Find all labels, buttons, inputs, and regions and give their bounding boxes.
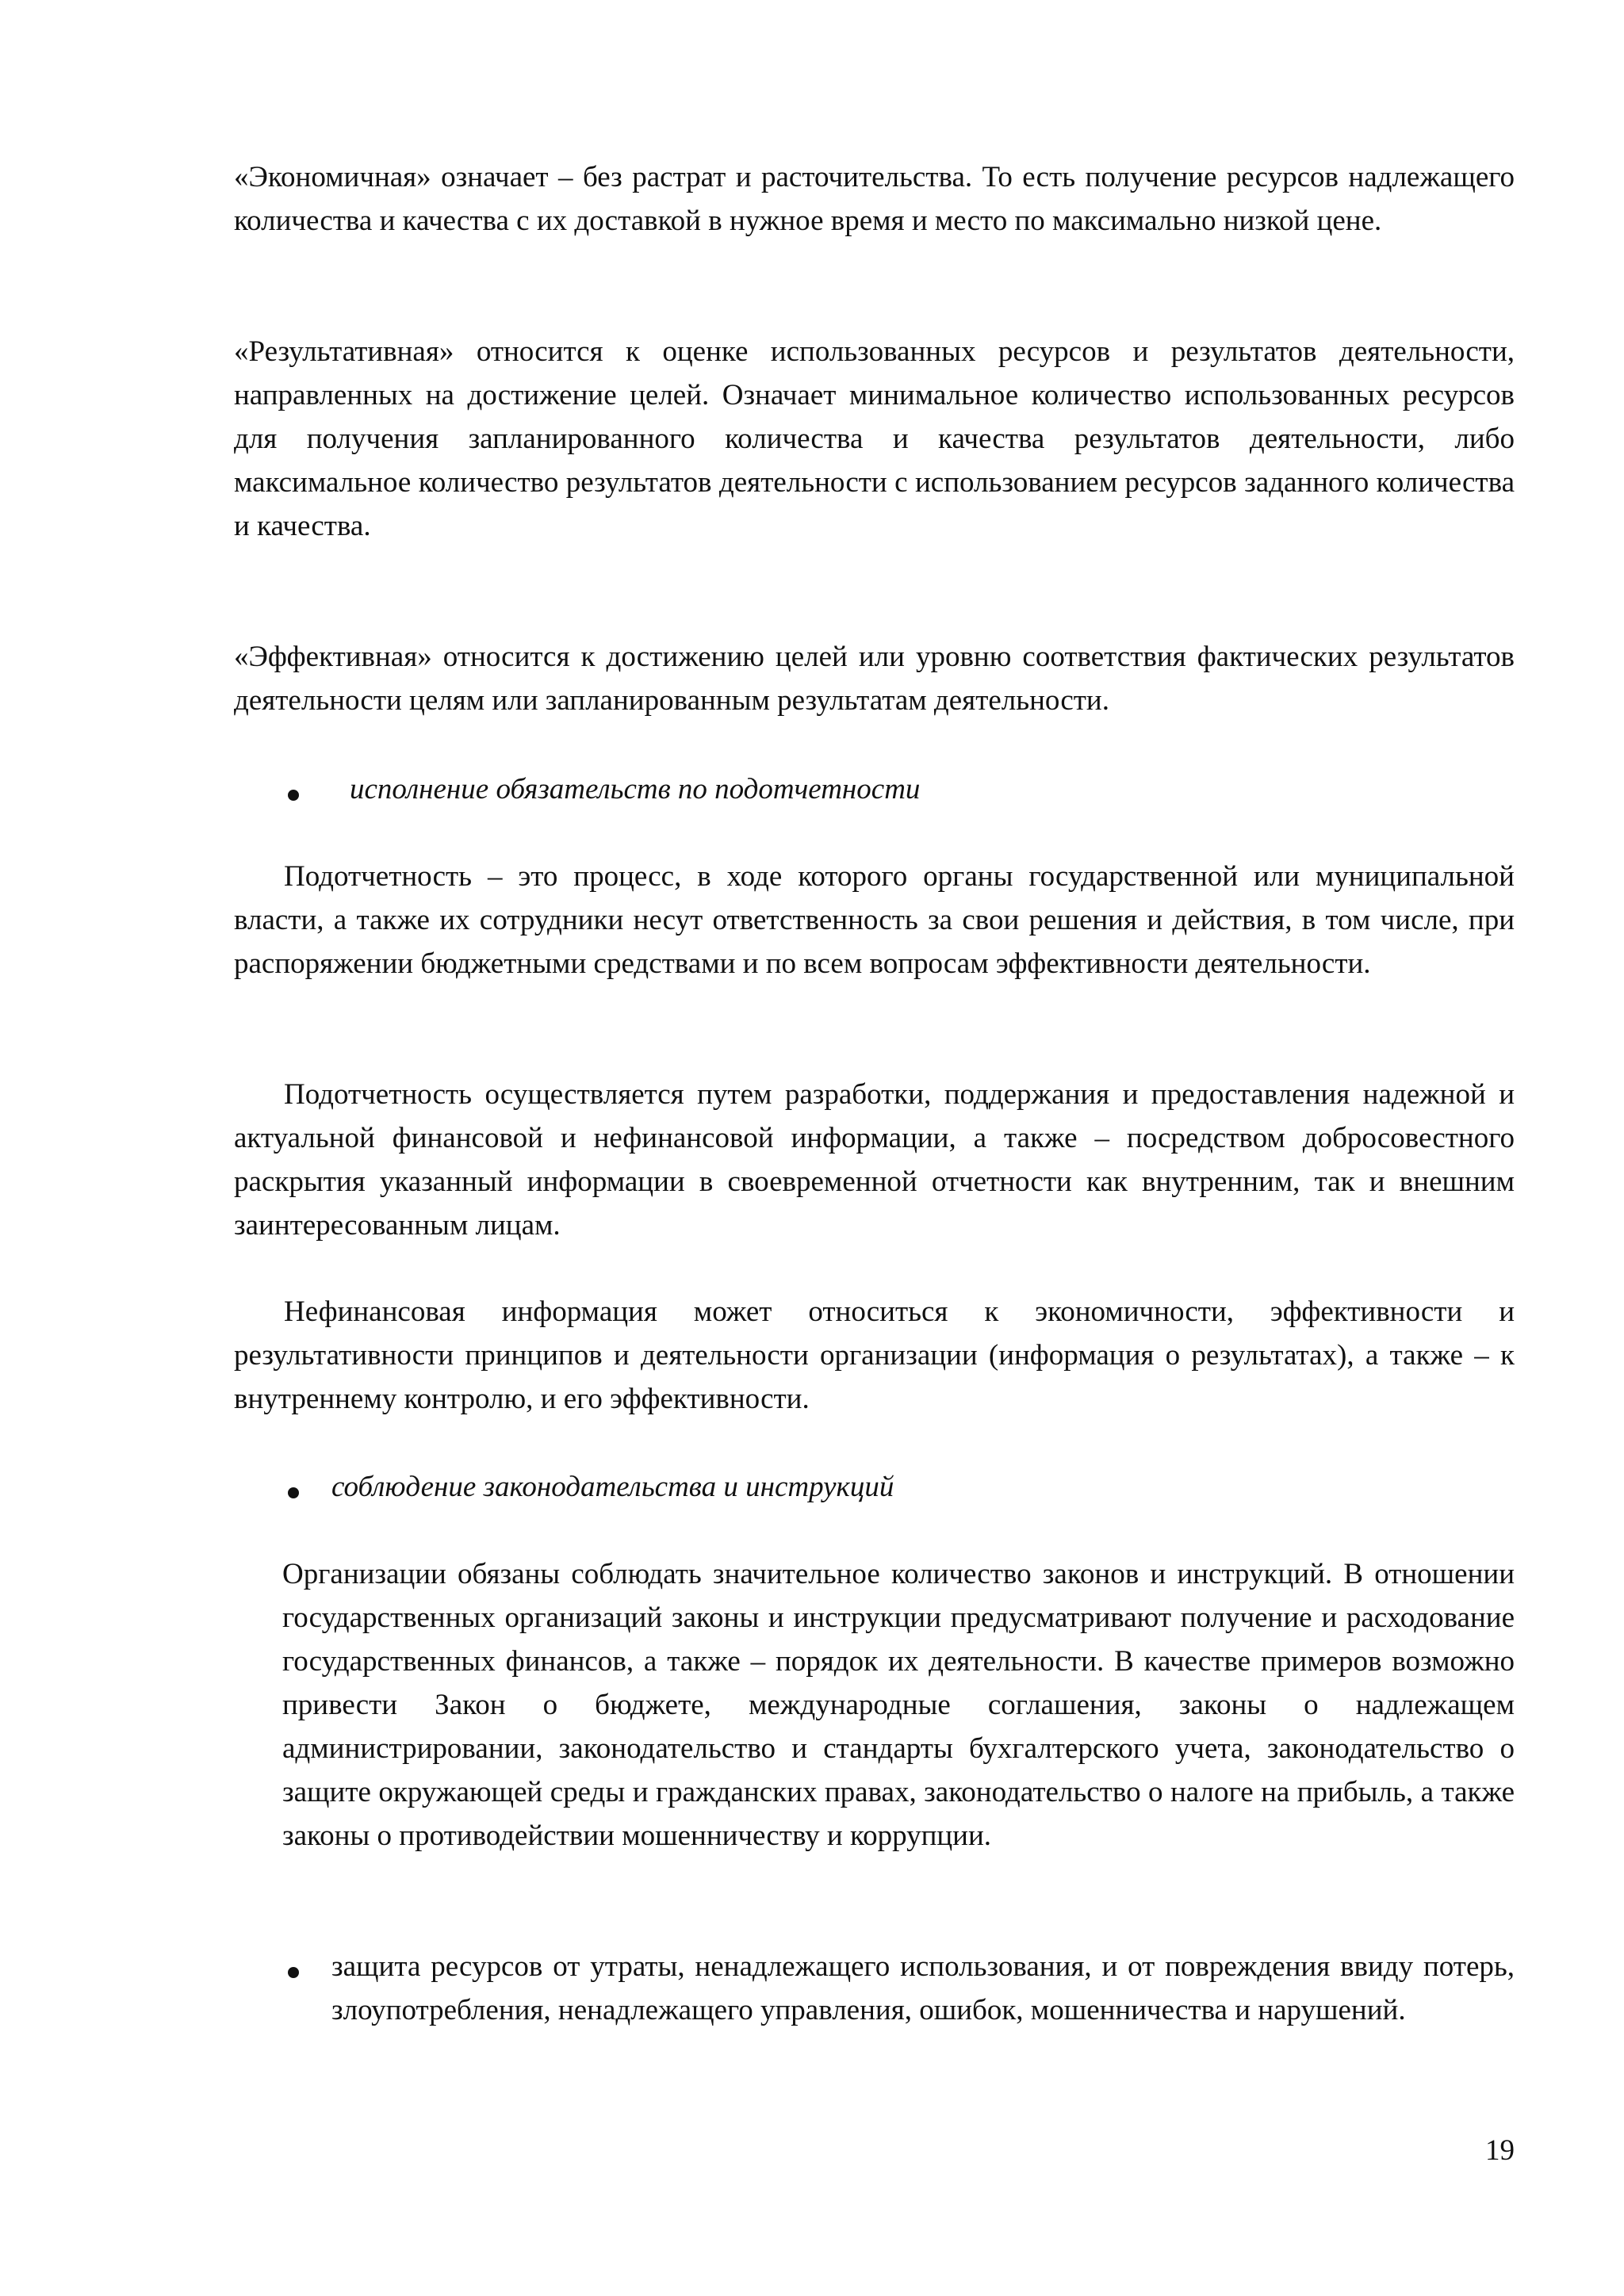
paragraph-accountability-implementation: Подотчетность осуществляется путем разработки, поддержания и предоставления надежной и актуальной финансовой и нефинансовой информации, а также – посредством добросовестного раскрытия указанный информации в своевременной отчетности как внутренним, так и внешним заинтересованным лицам. [234, 1078, 1515, 1242]
bullet-dot-icon [288, 1967, 299, 1978]
paragraph-economical: «Экономичная» означает – без растрат и расточительства. То есть получение ресурсов надлежащего количества и качества с их доставкой в нужное время и место по максимально низкой цене. [234, 161, 1515, 237]
bullet-compliance: соблюдение законодательства и инструкций [331, 1471, 894, 1503]
bullet-resource-protection: защита ресурсов от утраты, ненадлежащего использования, и от повреждения ввиду потерь, злоупотребления, ненадлежащего управления, ошибок, мошенничества и нарушений. [331, 1950, 1515, 2026]
paragraph-effective: «Эффективная» относится к достижению целей или уровню соответствия фактических результатов деятельности целям или запланированным результатам деятельности. [234, 641, 1515, 717]
paragraph-accountability-definition: Подотчетность – это процесс, в ходе которого органы государственной или муниципальной власти, а также их сотрудники несут ответственность за свои решения и действия, в том числе, при распоряжении бюджетными средствами и по всем вопросам эффективности деятельности. [234, 860, 1515, 980]
paragraph-productive: «Результативная» относится к оценке использованных ресурсов и результатов деятельности, направленных на достижение целей. Означает минимальное количество использованных ресурсов для получения запланированного количества и качества результатов деятельности, либо максимальное количество результатов деятельности с использованием ресурсов заданного количества и качества. [234, 335, 1515, 542]
page-number: 19 [1485, 2134, 1515, 2167]
bullet-dot-icon [288, 1487, 299, 1498]
paragraph-compliance-details: Организации обязаны соблюдать значительное количество законов и инструкций. В отношении государственных организаций законы и инструкции предусматривают получение и расходование государственных финансов, а также – порядок их деятельности. В качестве примеров возможно привести Закон о бюджете, международные соглашения, законы о надлежащем администрировании, законодательство и стандарты бухгалтерского учета, законодательство о защите окружающей среды и гражданских правах, законодательство о налоге на прибыль, а также законы о противодействии мошенничеству и коррупции. [282, 1558, 1515, 1852]
bullet-dot-icon [288, 790, 299, 801]
bullet-accountability: исполнение обязательств по подотчетности [350, 773, 921, 806]
paragraph-nonfinancial-information: Нефинансовая информация может относиться к экономичности, эффективности и результативности принципов и деятельности организации (информация о результатах), а также – к внутреннему контролю, и его эффективности. [234, 1295, 1515, 1415]
